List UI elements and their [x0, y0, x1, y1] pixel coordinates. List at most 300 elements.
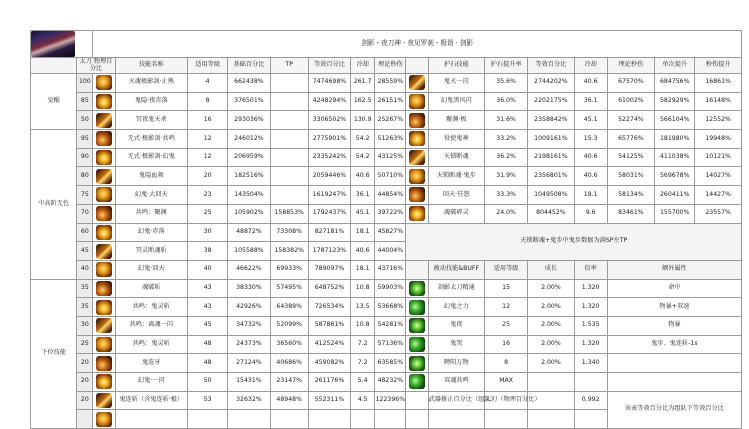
passive-ratio: 1.320: [574, 335, 607, 354]
passive-level: 25: [484, 316, 527, 335]
theory-dps: 63585%: [375, 354, 406, 373]
skill-icon: [96, 150, 112, 165]
req-level: 8: [188, 92, 228, 111]
passive-level: MAX: [484, 373, 527, 392]
stone-boost: 16148%: [695, 92, 742, 111]
header-stone-equiv: 等效百分比: [528, 58, 574, 74]
header-icon: [406, 58, 428, 74]
table-row: [31, 92, 742, 111]
tp-percent: [270, 410, 308, 429]
theory-dps: [375, 410, 406, 429]
passive-ratio: 0.992: [574, 391, 607, 410]
passive-header-level: 适用等级: [484, 260, 527, 279]
theory-dps: 59903%: [375, 279, 406, 298]
row-level: 80: [77, 167, 93, 186]
req-level: 43: [188, 298, 228, 317]
passive-extra: 命中: [607, 279, 741, 298]
equiv-percent: 1619247%: [308, 186, 350, 205]
base-percent: 34732%: [228, 316, 270, 335]
title-row: [31, 31, 742, 58]
passive-icon-cell: [406, 354, 428, 373]
base-percent: 32632%: [228, 391, 270, 410]
table-row: [31, 167, 742, 186]
base-percent: 105588%: [228, 242, 270, 261]
skill-name: 共鸣：聚渊: [115, 204, 187, 223]
passive-name: 幻鬼之力: [428, 298, 484, 317]
stone-dps: 54125%: [607, 148, 654, 167]
base-percent: 24373%: [228, 335, 270, 354]
passive-icon: [409, 318, 425, 333]
cooldown: 54.2: [351, 148, 375, 167]
req-level: 38: [188, 242, 228, 261]
stone-dps: 83461%: [607, 204, 654, 223]
tp-percent: [270, 148, 308, 167]
stone-boost: 14027%: [695, 167, 742, 186]
equiv-percent: 4248294%: [308, 92, 350, 111]
theory-dps: 43716%: [375, 260, 406, 279]
header-row: [31, 58, 742, 74]
sheet-title: 剑影 - 夜刀神 - 夜见罗刹 - 极诣 · 剑影: [93, 31, 742, 58]
cooldown: 36.1: [351, 186, 375, 205]
passive-growth: 2.00%: [528, 354, 574, 373]
table-row: [31, 148, 742, 167]
cooldown: 18.1: [351, 260, 375, 279]
table-row: [31, 223, 742, 242]
equiv-percent: 789097%: [308, 260, 350, 279]
table-row: [31, 130, 742, 149]
theory-dps: 25267%: [375, 111, 406, 130]
stone-single: 260411%: [655, 186, 695, 205]
cooldown: 4.5: [351, 391, 375, 410]
stone-cd: 40.6: [574, 148, 607, 167]
row-level: 20: [77, 354, 93, 373]
stone-equiv: 2198161%: [528, 148, 574, 167]
base-percent: 182516%: [228, 167, 270, 186]
equiv-percent: 552311%: [308, 391, 350, 410]
theory-dps: 53668%: [375, 298, 406, 317]
header-stone-single: 单次提升: [655, 58, 695, 74]
stone-single: 566104%: [655, 111, 695, 130]
skill-name: 幻鬼·赤落: [115, 223, 187, 242]
base-percent: 46622%: [228, 260, 270, 279]
stone-icon-cell: [406, 148, 428, 167]
req-level: 48: [188, 335, 228, 354]
skill-name: 共鸣：鬼灵斩: [115, 298, 187, 317]
stone-dps: 65776%: [607, 130, 654, 149]
stone-cd: 18.1: [574, 186, 607, 205]
skill-name: 鬼连斩（含鬼连斩·极）: [115, 391, 187, 410]
skill-icon: [96, 318, 112, 333]
skill-icon-cell: [93, 410, 115, 429]
table-row: [31, 298, 742, 317]
skill-icon-cell: [93, 242, 115, 261]
base-percent: 662438%: [228, 74, 270, 93]
skill-icon-cell: [93, 279, 115, 298]
cooldown: 40.6: [351, 242, 375, 261]
row-level: 70: [77, 204, 93, 223]
passive-icon-cell: [406, 391, 428, 410]
equiv-percent: 459082%: [308, 354, 350, 373]
passive-growth: 2.00%: [528, 279, 574, 298]
passive-name: 聘阳万物: [428, 354, 484, 373]
cooldown: 54.2: [351, 130, 375, 149]
theory-dps: 45827%: [375, 223, 406, 242]
stone-icon-cell: [406, 204, 428, 223]
table-row: [31, 279, 742, 298]
theory-dps: 43125%: [375, 148, 406, 167]
skill-icon: [96, 187, 112, 202]
portrait-cell: [31, 31, 93, 58]
row-level: 100: [77, 74, 93, 93]
skill-name: 魂破斩: [115, 279, 187, 298]
skill-icon-cell: [93, 316, 115, 335]
row-level: 35: [77, 298, 93, 317]
table-row: [31, 316, 742, 335]
passive-header-growth: 成长: [528, 260, 574, 279]
tp-percent: 64389%: [270, 298, 308, 317]
base-percent: 105902%: [228, 204, 270, 223]
skill-icon-cell: [93, 204, 115, 223]
tp-percent: [270, 167, 308, 186]
skill-icon: [96, 281, 112, 296]
passive-growth: [528, 410, 574, 429]
header-stone-dps: 理论秒伤: [607, 58, 654, 74]
stone-icon: [409, 206, 425, 221]
skill-icon: [96, 206, 112, 221]
theory-dps: 44004%: [375, 242, 406, 261]
stone-rate: 31.6%: [484, 111, 527, 130]
theory-dps: 57136%: [375, 335, 406, 354]
base-percent: 246012%: [228, 130, 270, 149]
skill-icon-cell: [93, 130, 115, 149]
passive-icon: [409, 300, 425, 315]
stone-rate: 31.9%: [484, 167, 527, 186]
tp-percent: 158853%: [270, 204, 308, 223]
empty-header: [31, 58, 77, 74]
group-awakening: 觉醒: [31, 74, 77, 130]
passive-name: 双魂共鸣: [428, 373, 484, 392]
equiv-percent: 1792437%: [308, 204, 350, 223]
theory-dps: 28559%: [375, 74, 406, 93]
skill-icon-cell: [93, 298, 115, 317]
stone-boost: 12552%: [695, 111, 742, 130]
header-stone-boost: 秒伤提升: [695, 58, 742, 74]
skill-icon-cell: [93, 354, 115, 373]
stone-rate: 33.3%: [484, 186, 527, 205]
skill-icon: [96, 169, 112, 184]
stone-single: 582929%: [655, 92, 695, 111]
passive-icon-cell: [406, 279, 428, 298]
passive-ratio: [574, 373, 607, 392]
row-level: 50: [77, 111, 93, 130]
req-level: 12: [188, 130, 228, 149]
skill-icon: [96, 131, 112, 146]
passive-icon-cell: [406, 373, 428, 392]
tp-percent: 36560%: [270, 335, 308, 354]
stone-icon-cell: [406, 92, 428, 111]
passive-icon-cell: [406, 410, 428, 429]
req-level: 23: [188, 186, 228, 205]
stone-dps: 61002%: [607, 92, 654, 111]
header-equiv-percent: 等效百分比: [308, 58, 350, 74]
skill-icon-cell: [93, 167, 115, 186]
group-mid-high: 中高阶无色: [31, 130, 77, 280]
stone-single: 569678%: [655, 167, 695, 186]
cooldown: 40.6: [351, 167, 375, 186]
theory-dps: 26151%: [375, 92, 406, 111]
base-percent: 38330%: [228, 279, 270, 298]
cooldown: [351, 410, 375, 429]
stone-skill: 鬼灭一闪: [428, 74, 484, 93]
header-cooldown: 冷却: [351, 58, 375, 74]
req-level: [188, 410, 228, 429]
skill-icon-cell: [93, 223, 115, 242]
req-level: 40: [188, 260, 228, 279]
base-percent: 15431%: [228, 373, 270, 392]
base-percent: 27124%: [228, 354, 270, 373]
equiv-percent: 648752%: [308, 279, 350, 298]
stone-icon: [409, 150, 425, 165]
table-row: [31, 204, 742, 223]
cooldown: 18.1: [351, 223, 375, 242]
stone-single: 411038%: [655, 148, 695, 167]
passive-level: [484, 410, 527, 429]
skill-table: [30, 30, 742, 429]
stone-equiv: 1009161%: [528, 130, 574, 149]
passive-icon-cell: [406, 335, 428, 354]
skill-icon: [96, 94, 112, 109]
skill-icon: [96, 225, 112, 240]
stone-equiv: 804452%: [528, 204, 574, 223]
tp-percent: 40686%: [270, 354, 308, 373]
req-level: 25: [188, 204, 228, 223]
req-level: 20: [188, 167, 228, 186]
passive-level: 8: [484, 354, 527, 373]
equiv-percent: 2059446%: [308, 167, 350, 186]
row-level: 20: [77, 373, 93, 392]
header-stone-skill: 护石技能: [428, 58, 484, 74]
theory-dps: 39722%: [375, 204, 406, 223]
cooldown: 7.2: [351, 354, 375, 373]
skill-icon: [96, 113, 112, 128]
table-row: [31, 335, 742, 354]
stone-single: 181980%: [655, 130, 695, 149]
tp-percent: [270, 92, 308, 111]
stone-boost: 19948%: [695, 130, 742, 149]
header-tp: TP: [270, 58, 308, 74]
skill-icon: [96, 300, 112, 315]
stone-skill: 天锁断魂·鬼步: [428, 167, 484, 186]
skill-icon: [96, 374, 112, 389]
passive-icon-cell: [406, 298, 428, 317]
base-percent: 206959%: [228, 148, 270, 167]
passive-extra: 该表等效百分比为组队下等效百分比: [607, 391, 741, 428]
theory-dps: 48232%: [375, 373, 406, 392]
req-level: 45: [188, 316, 228, 335]
header-theory-dps: 理论秒伤: [375, 58, 406, 74]
stone-equiv: 2358842%: [528, 111, 574, 130]
row-level: 40: [77, 260, 93, 279]
skill-icon-cell: [93, 148, 115, 167]
skill-name: 幻鬼·一闪: [115, 373, 187, 392]
note-cell: 天锁断魂+鬼步中鬼步数据为满SP左TP: [406, 223, 742, 260]
row-level: 20: [77, 391, 93, 410]
stone-dps: 67570%: [607, 74, 654, 93]
stone-boost: 14427%: [695, 186, 742, 205]
skill-icon-cell: [93, 186, 115, 205]
stone-boost: 23557%: [695, 204, 742, 223]
passive-level: 16: [484, 335, 527, 354]
stone-dps: 52274%: [607, 111, 654, 130]
stone-skill: 天锁断魂: [428, 148, 484, 167]
passive-extra: [607, 354, 741, 373]
passive-growth: 2.00%: [528, 335, 574, 354]
passive-name: 鬼哭: [428, 335, 484, 354]
tp-percent: 48948%: [270, 391, 308, 410]
equiv-percent: 2775901%: [308, 130, 350, 149]
skill-name: 鬼隐·夜赤落: [115, 92, 187, 111]
base-percent: 376501%: [228, 92, 270, 111]
stone-equiv: 2202175%: [528, 92, 574, 111]
stone-dps: 58031%: [607, 167, 654, 186]
stone-rate: 36.2%: [484, 148, 527, 167]
req-level: 50: [188, 373, 228, 392]
base-percent: 143504%: [228, 186, 270, 205]
tp-percent: 52099%: [270, 316, 308, 335]
passive-icon-header: [406, 260, 428, 279]
corner-label: 太刀 物理百分比: [77, 58, 115, 74]
passive-name: 剑影太刀精通: [428, 279, 484, 298]
stone-rate: 35.6%: [484, 74, 527, 93]
table-row: [31, 74, 742, 93]
base-percent: 293036%: [228, 111, 270, 130]
stone-cd: 36.1: [574, 92, 607, 111]
passive-header-name: 被动技能&BUFF: [428, 260, 484, 279]
skill-name: 幻鬼·大回天: [115, 186, 187, 205]
theory-dps: 122396%: [375, 391, 406, 410]
req-level: 12: [188, 148, 228, 167]
passive-ratio: 1.320: [574, 279, 607, 298]
header-stone-cd: 冷却: [574, 58, 607, 74]
req-level: 4: [188, 74, 228, 93]
passive-extra: 物暴: [607, 316, 741, 335]
theory-dps: 51263%: [375, 130, 406, 149]
stone-equiv: 2744202%: [528, 74, 574, 93]
req-level: 30: [188, 223, 228, 242]
table-row: [31, 111, 742, 130]
passive-ratio: 1.340: [574, 354, 607, 373]
skill-name: 共鸣：离魂一闪: [115, 316, 187, 335]
stone-icon-cell: [406, 130, 428, 149]
tp-percent: 73308%: [270, 223, 308, 242]
stone-icon: [409, 75, 425, 90]
tp-percent: [270, 74, 308, 93]
stone-icon: [409, 113, 425, 128]
skill-icon-cell: [93, 74, 115, 93]
stone-skill: 役使鬼神: [428, 130, 484, 149]
header-stone-rate: 护石提升率: [484, 58, 527, 74]
group-low: 下位技能: [31, 279, 77, 429]
passive-level: 12: [484, 298, 527, 317]
passive-icon: [409, 356, 425, 371]
row-level: 75: [77, 186, 93, 205]
stone-equiv: 1049508%: [528, 186, 574, 205]
stone-icon: [409, 94, 425, 109]
theory-dps: 54281%: [375, 316, 406, 335]
skill-icon: [96, 75, 112, 90]
stone-boost: 10121%: [695, 148, 742, 167]
row-level: 90: [77, 148, 93, 167]
cooldown: 7.2: [351, 335, 375, 354]
row-level: 25: [77, 335, 93, 354]
passive-icon: [409, 374, 425, 389]
cooldown: 130.9: [351, 111, 375, 130]
tp-percent: 69933%: [270, 260, 308, 279]
tp-percent: [270, 111, 308, 130]
cooldown: 10.8: [351, 279, 375, 298]
skill-icon-cell: [93, 260, 115, 279]
stone-skill: 回天·狂怒: [428, 186, 484, 205]
skill-name: 鬼隐血舞: [115, 167, 187, 186]
stone-cd: 15.3: [574, 130, 607, 149]
stone-skill: 幻鬼黑风闪: [428, 92, 484, 111]
tp-percent: [270, 130, 308, 149]
base-percent: 48872%: [228, 223, 270, 242]
header-req-level: 适用等级: [188, 58, 228, 74]
passive-ratio: 1.320: [574, 298, 607, 317]
equiv-percent: 3306502%: [308, 111, 350, 130]
row-level: 45: [77, 242, 93, 261]
passive-icon: [409, 281, 425, 296]
passive-ratio: 1.535: [574, 316, 607, 335]
stone-icon-cell: [406, 74, 428, 93]
stone-dps: 58134%: [607, 186, 654, 205]
cooldown: 10.8: [351, 316, 375, 335]
row-level: 35: [77, 279, 93, 298]
tp-percent: [270, 186, 308, 205]
skill-name: 共鸣：鬼灵斩: [115, 335, 187, 354]
skill-name: 无式·极影剑·幻鬼: [115, 148, 187, 167]
passive-level: 15: [484, 279, 527, 298]
equiv-percent: 827181%: [308, 223, 350, 242]
equiv-percent: [308, 410, 350, 429]
row-level: [77, 410, 93, 429]
header-skill-name: 技能名称: [115, 58, 187, 74]
equiv-percent: 1787123%: [308, 242, 350, 261]
row-level: 85: [77, 92, 93, 111]
stone-rate: 36.0%: [484, 92, 527, 111]
stone-icon: [409, 187, 425, 202]
row-level: 30: [77, 316, 93, 335]
cooldown: 261.7: [351, 74, 375, 93]
skill-icon-cell: [93, 373, 115, 392]
cooldown: 45.1: [351, 204, 375, 223]
passive-header-ratio: 倍率: [574, 260, 607, 279]
req-level: 43: [188, 279, 228, 298]
skill-icon: [96, 412, 112, 427]
equiv-percent: 2335242%: [308, 148, 350, 167]
tp-percent: 57495%: [270, 279, 308, 298]
stone-icon: [409, 169, 425, 184]
skill-icon-cell: [93, 111, 115, 130]
table-row: [31, 391, 742, 410]
req-level: 16: [188, 111, 228, 130]
base-percent: [228, 410, 270, 429]
skill-name: 冥灵断魂斩: [115, 242, 187, 261]
passive-growth: [528, 373, 574, 392]
stone-cd: 40.6: [574, 74, 607, 93]
table-row: [31, 186, 742, 205]
